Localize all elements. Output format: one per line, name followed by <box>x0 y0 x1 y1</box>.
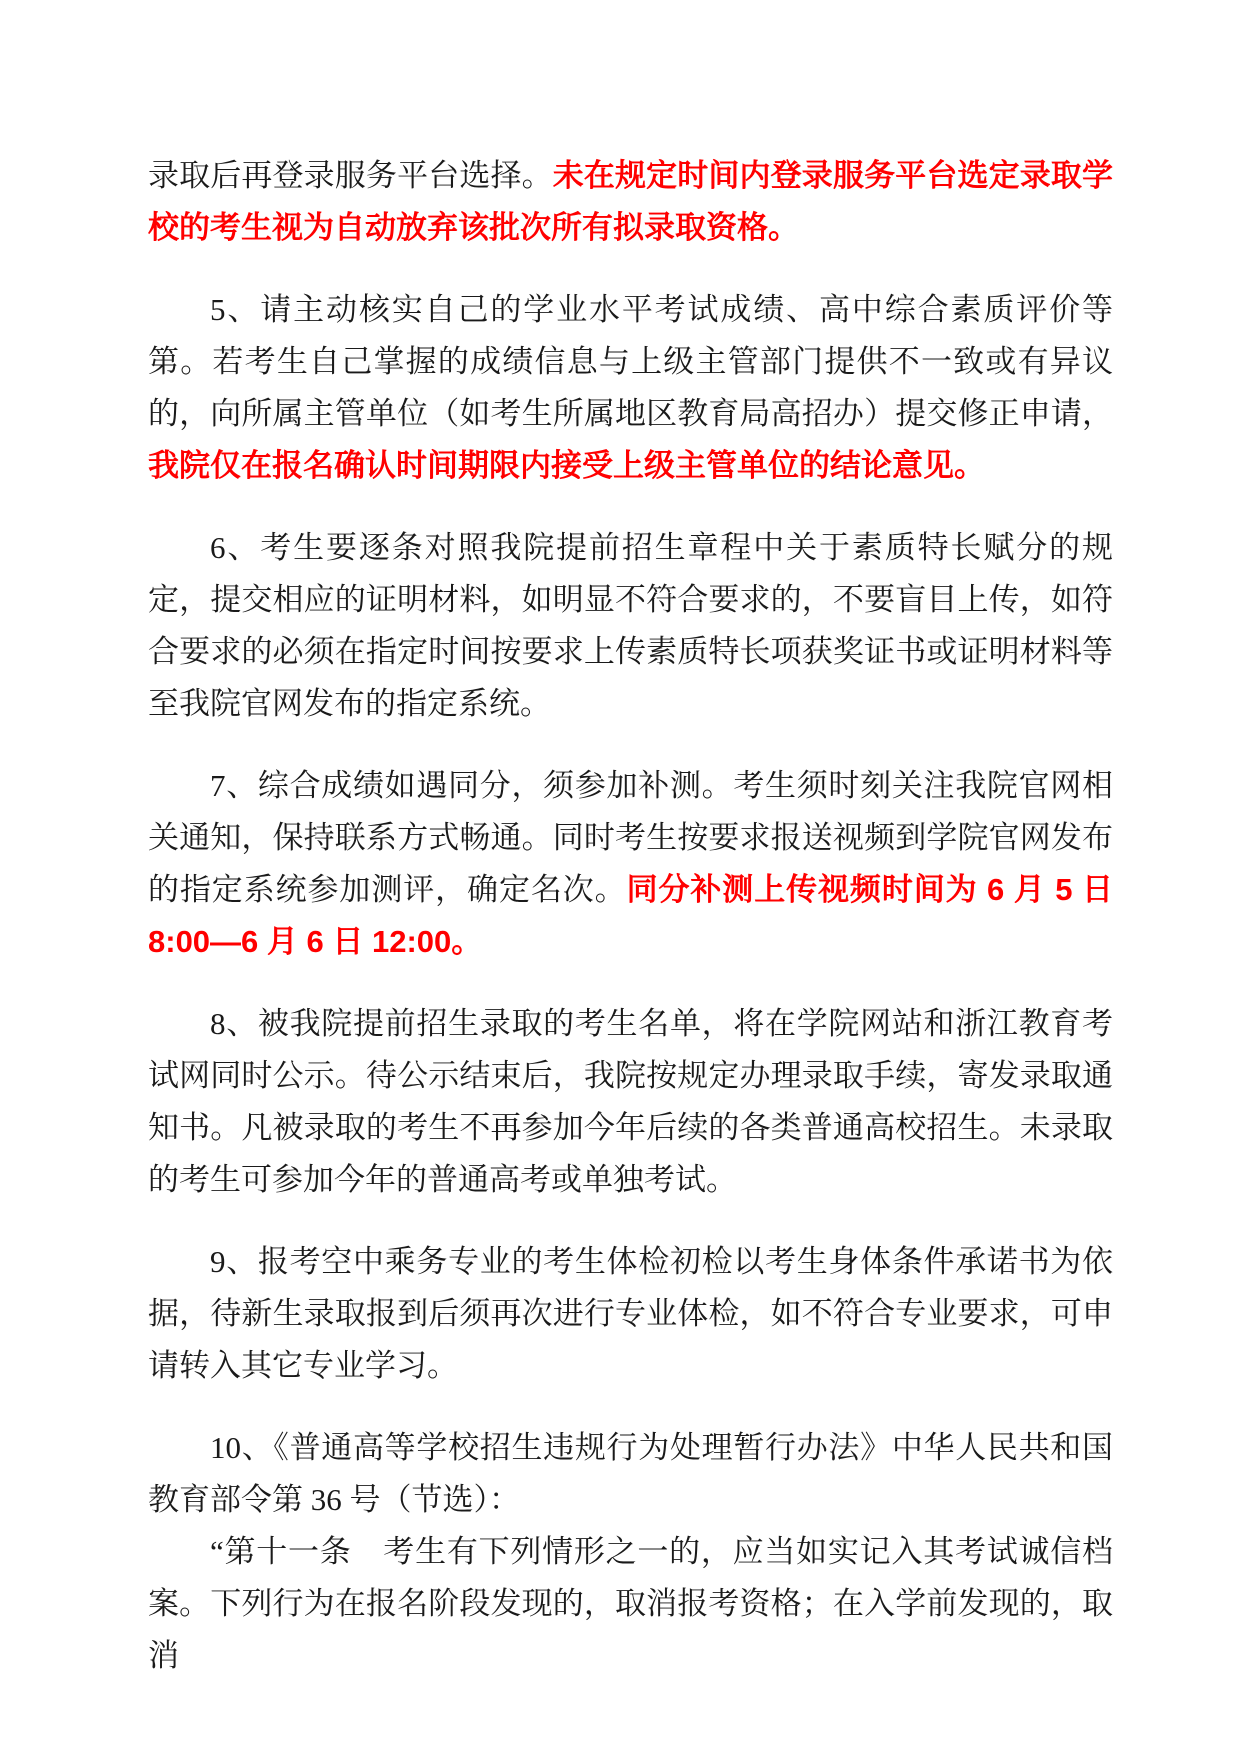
paragraph-item-6 <box>148 522 1113 730</box>
paragraph-item-9 <box>148 1236 1113 1392</box>
paragraph-item-8 <box>148 998 1113 1206</box>
paragraph-intro-continuation <box>148 150 1113 254</box>
paragraph-item-10 <box>148 1422 1113 1526</box>
paragraph-item-7 <box>148 760 1113 968</box>
text-run: 9、报考空中乘务专业的考生体检初检以考生身体条件承诺书为依据，待新生录取报到后须再次进行专业体检，如不符合专业要求，可申请转入其它专业学习。 <box>148 1244 1113 1383</box>
highlight-run: 我院仅在报名确认时间期限内接受上级主管单位的结论意见。 <box>148 448 985 483</box>
text-run: 8、被我院提前招生录取的考生名单，将在学院网站和浙江教育考试网同时公示。待公示结束后，我院按规定办理录取手续，寄发录取通知书。凡被录取的考生不再参加今年后续的各类普通高校招生。未录取的考生可参加今年的普通高考或单独考试。 <box>148 1006 1113 1197</box>
text-run: 5、请主动核实自己的学业水平考试成绩、高中综合素质评价等第。若考生自己掌握的成绩信息与上级主管部门提供不一致或有异议的，向所属主管单位（如考生所属地区教育局高招办）提交修正申请， <box>148 292 1113 431</box>
text-run: 10、《普通高等学校招生违规行为处理暂行办法》中华人民共和国教育部令第 36 号（节选）： <box>148 1430 1113 1517</box>
text-run: 7、综合成绩如遇同分，须参加补测。考生须时刻关注我院官网相关通知，保持联系方式畅通。同时考生按要求报送视频到学院官网发布的指定系统参加测评，确定名次。 <box>148 768 1113 907</box>
paragraph-item-5 <box>148 284 1113 492</box>
paragraph-article-11 <box>148 1526 1113 1682</box>
text-run: 6、考生要逐条对照我院提前招生章程中关于素质特长赋分的规定，提交相应的证明材料，如明显不符合要求的，不要盲目上传，如符合要求的必须在指定时间按要求上传素质特长项获奖证书或证明材料等至我院官网发布的指定系统。 <box>148 530 1113 721</box>
text-run: 录取后再登录服务平台选择。 <box>148 158 553 193</box>
highlight-run: 未在规定时间内登录服务平台选定录取学校的考生视为自动放弃该批次所有拟录取资格。 <box>148 158 1113 245</box>
text-run: “第十一条 考生有下列情形之一的，应当如实记入其考试诚信档案。下列行为在报名阶段发现的，取消报考资格；在入学前发现的，取消 <box>148 1534 1113 1673</box>
highlight-run: 同分补测上传视频时间为 6 月 5 日 8:00—6 月 6 日 12:00。 <box>148 872 1113 959</box>
